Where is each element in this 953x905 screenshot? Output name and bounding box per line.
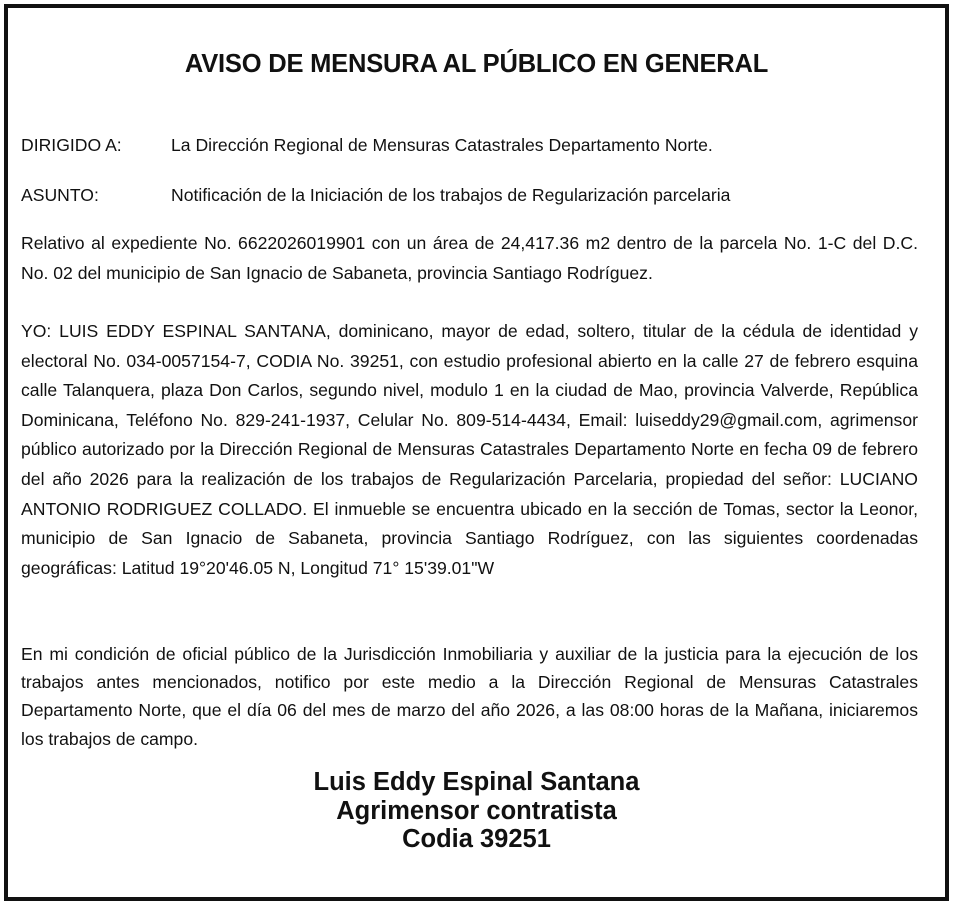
subject-value: Notificación de la Iniciación de los trabajos de Regularización parcelaria xyxy=(171,185,731,205)
declarant-paragraph: YO: LUIS EDDY ESPINAL SANTANA, dominicano, mayor de edad, soltero, titular de la cédula de identidad y electoral No. 034-0057154-7, CODIA No. 39251, con estudio profesional abierto en la calle 27 de febrero esquina calle Talanquera, plaza Don Carlos, segundo nivel, modulo 1 en la ciudad de Mao, provincia Valverde, República Dominicana, Teléfono No. 829-241-1937, Celular No. 809-514-4434, Email: luiseddy29@gmail.com, agrimensor público autorizado por la Dirección Regional de Mensuras Catastrales Departamento Norte en fecha 09 de febrero del año 2026 para la realización de los trabajos de Regularización Parcelaria, propiedad del señor: LUCIANO ANTONIO RODRIGUEZ COLLADO. El inmueble se encuentra ubicado en la sección de Tomas, sector la Leonor, municipio de San Ignacio de Sabaneta, provincia Santiago Rodríguez, con las siguientes coordenadas geográficas: Latitud 19°20'46.05 N, Longitud 71° 15'39.01"W xyxy=(21,321,918,578)
addressed-label: DIRIGIDO A: xyxy=(21,135,122,155)
signature-codia: Codia 39251 xyxy=(402,825,551,853)
signature-role: Agrimensor contratista xyxy=(336,796,617,825)
file-reference-paragraph: Relativo al expediente No. 6622026019901 con un área de 24,417.36 m2 dentro de la parcela No. 1-C del D.C. No. 02 del municipio de San Ignacio de Sabaneta, provincia Santiago Rodríguez. xyxy=(21,233,918,283)
notification-paragraph: En mi condición de oficial público de la Jurisdicción Inmobiliaria y auxiliar de la justicia para la ejecución de los trabajos antes mencionados, notifico por este medio a la Dirección Regional de Mensuras Catastrales Departamento Norte, que el día 06 del mes de marzo del año 2026, a las 08:00 horas de la Mañana, iniciaremos los trabajos de campo. xyxy=(21,644,918,749)
addressed-row xyxy=(21,135,713,156)
subject-row xyxy=(21,185,730,206)
addressed-value: La Dirección Regional de Mensuras Catastrales Departamento Norte. xyxy=(171,135,713,155)
signature-name: Luis Eddy Espinal Santana xyxy=(313,768,640,796)
subject-label: ASUNTO: xyxy=(21,185,99,205)
signature-block xyxy=(0,768,953,854)
notice-title: AVISO DE MENSURA AL PÚBLICO EN GENERAL xyxy=(184,50,769,78)
